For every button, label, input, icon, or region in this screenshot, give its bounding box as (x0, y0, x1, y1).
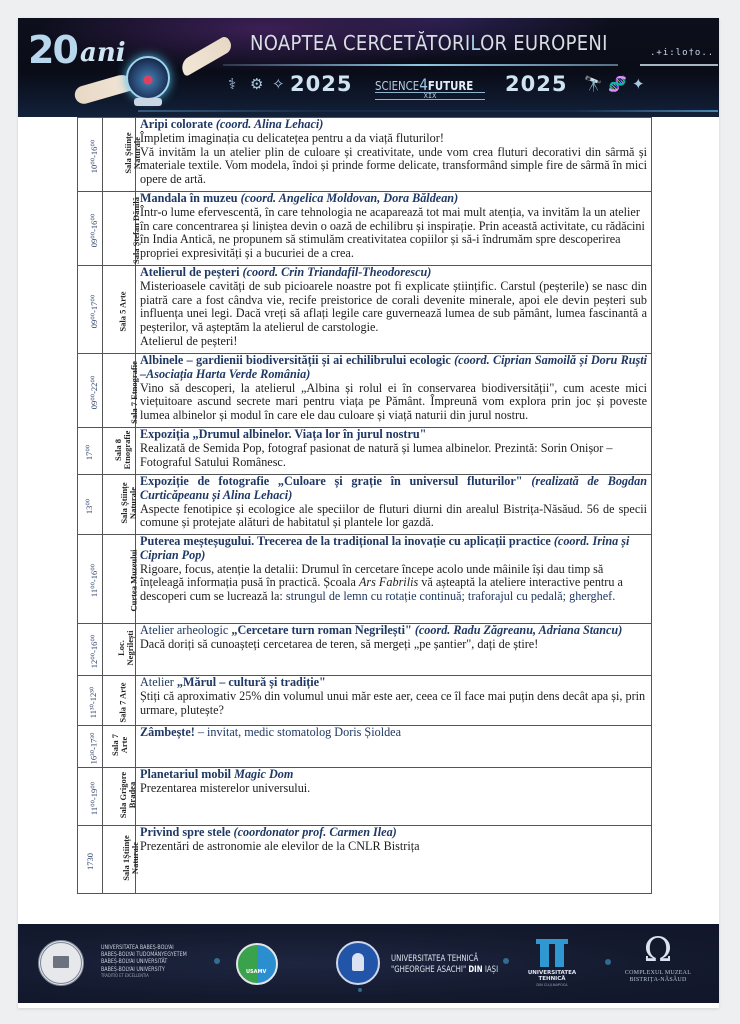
future-label: FUTURE (427, 79, 474, 93)
activity-description: Realizată de Semida Pop, fotograf pasionat de natură și lumea albinelor. Prezintă: Sorin Onișor – Fotograful Satului Românesc. (140, 440, 613, 469)
creature-icon: ✦ (632, 75, 645, 93)
event-title-part1: NOAPTEA CERCETĂTORI (250, 31, 471, 55)
time-cell (78, 768, 103, 826)
robot-icon: ✧ (272, 75, 285, 93)
activity-cell (136, 624, 652, 676)
activity-description: Misterioasele cavități de sub picioarele noastre pot fi explicate științific. Carstul (peșterile) se nasc din piatră care a fost cândva vie, recife preistorice de corali devenite minerale, apoi ele devin peșteri sub influența unei legi. Dacă vreți să aflați legile care guvernează lumea de sub pământ, lumea fascinantă a peșterilor, vă așteptăm la atelierul de carstologie. (140, 278, 647, 335)
year-right: 2025 (505, 72, 568, 96)
activity-coordinator: (coord. Radu Zăgreanu, Adriana Stancu) (414, 623, 623, 637)
activity-description: Aspecte fenotipice și ecologice ale speciilor de fluturi diurni din arealul Bistrița-Năsăud. 56 de specii comune și protejate alături de habitatul și plantele lor gazdă. (140, 501, 647, 530)
utcn-logo-bar (540, 944, 549, 967)
time-label: 10⁰⁰-16⁰⁰ (89, 139, 100, 173)
activity-description: Vino să descoperi, la atelierul „Albina și rolul ei în conservarea biodiversității", cum aceste mici viețuitoare ascund secrete mari pentru viața pe Pământ. Împreună vom explora prin joc și poveste lumea albinelor și modul în care ele dau culoare și viață naturii din jurul nostru. (140, 380, 647, 423)
header-banner (18, 18, 719, 117)
room-cell (103, 624, 136, 676)
banner-divider-line (223, 64, 618, 66)
activity-cell (136, 768, 652, 826)
dna-icon: 🧬 (608, 75, 627, 93)
activity-title: Planetariul mobil (140, 767, 235, 781)
ubb-name-line: BABEȘ-BOLYAI TUDOMÁNYEGYETEM (101, 951, 187, 959)
room-cell (103, 192, 142, 266)
activity-coordinator: (coord. Crin Triandafil-Theodorescu) (242, 265, 432, 279)
activity-cell (136, 428, 652, 475)
ubb-name-line: BABEȘ-BOLYAI UNIVERSITY (101, 965, 165, 973)
utcn-logo-icon (536, 939, 568, 967)
edition-number: XIX (375, 92, 485, 100)
activity-description: Prezentarea misterelor universului. (140, 780, 311, 795)
hand-right-icon (178, 35, 234, 77)
room-label: Curtea Muzeului (128, 549, 139, 612)
ubb-logo-icon (38, 940, 84, 986)
activity-cell (136, 726, 652, 768)
star-decoration (358, 988, 362, 992)
tuiasi-name-din: DIN (468, 964, 483, 975)
activity-label: Atelier (140, 675, 177, 689)
room-cell (103, 535, 139, 624)
time-cell (78, 475, 103, 535)
science-number: 4 (419, 75, 428, 94)
activity-title: Expoziția „Drumul albinelor. Viața lor în jurul nostru" (140, 427, 427, 441)
ubb-name-line: UNIVERSITATEA BABEȘ-BOLYAI (101, 944, 174, 951)
activity-coordinator: (coordonator prof. Carmen Ilea) (233, 825, 397, 839)
time-cell (78, 676, 103, 726)
star-decoration (605, 959, 611, 965)
activity-coordinator: (coord. Ciprian Samoilă și Doru Ruști –Asociația Harta Verde România) (140, 353, 647, 381)
activity-title: Puterea meșteșugului. Trecerea de la tradițional la inovație cu aplicații practice (140, 534, 551, 548)
table-row (78, 475, 652, 535)
activity-cell (136, 676, 652, 726)
table-row (78, 726, 652, 768)
time-label: 09⁰⁰-16⁰⁰ (89, 213, 100, 247)
anniversary-number: 20 (28, 28, 77, 72)
room-label: Sala 8 Etnografie (113, 430, 132, 469)
event-title-part2: OR EUROPENI (480, 31, 608, 55)
activity-coordinator: (coord. Alina Lehaci) (215, 117, 324, 131)
event-title-highlight: L (470, 31, 481, 55)
activity-title: Albinele – gardienii biodiversității și ai echilibrului ecologic (140, 353, 451, 367)
room-cell (103, 676, 136, 726)
activity-title: Privind spre stele (140, 825, 231, 839)
science-label: SCIENCE (375, 79, 420, 93)
activity-cell (136, 475, 652, 535)
room-label: Sala Științe Naturale (123, 132, 142, 174)
time-label: 09⁰⁰-17⁰⁰ (89, 294, 100, 328)
workshop-list: strungul de lemn cu rotație continuă; traforajul cu pedală; gherghef. (285, 589, 616, 604)
room-cell (103, 826, 140, 894)
activity-cell (136, 192, 652, 266)
plasma-ball-icon (126, 56, 170, 100)
banner-bottom-line (138, 110, 718, 112)
time-cell (78, 428, 103, 475)
star-decoration (503, 958, 509, 964)
activity-label: Atelier arheologic (140, 623, 232, 637)
time-label: 13⁰⁰ (84, 498, 95, 514)
table-row (78, 676, 652, 726)
anniversary-word: ani (80, 38, 126, 68)
tuiasi-name-city: IAȘI (482, 964, 499, 975)
time-label: 11⁰⁰-19⁰⁰ (89, 781, 100, 815)
activity-coordinator: (coord. Angelica Moldovan, Dora Băldean) (240, 191, 459, 205)
time-cell (78, 624, 103, 676)
school-name: Ars Fabrilis (358, 575, 419, 590)
time-cell (78, 535, 103, 624)
activity-title: Atelierul de peșteri (140, 265, 240, 279)
activity-title: „Mărul – cultură și tradiție" (176, 675, 326, 689)
activity-title: Expoziție de fotografie „Culoare și grație în universul fluturilor" (140, 474, 523, 488)
scientist-icon: ⚕ (228, 75, 237, 93)
table-row (78, 535, 652, 624)
activity-coordinator: (coord. Irina și Ciprian Pop) (140, 534, 630, 562)
museum-omega-icon: Ω (643, 930, 673, 970)
room-cell (103, 354, 139, 428)
table-row (78, 266, 652, 354)
schedule-table (77, 117, 652, 894)
time-label: 11⁰⁰-16⁰⁰ (89, 563, 100, 598)
room-cell (103, 475, 136, 535)
table-row (78, 354, 652, 428)
table-row (78, 768, 652, 826)
activity-description: Dacă doriți să cunoașteți cercetarea de teren, să mergeți „pe șantier", dați de știre! (140, 636, 539, 651)
time-label: 16³⁰-17³⁰ (88, 732, 99, 764)
activity-description: Într-o lume efervescentă, în care tehnologia ne acaparează tot mai mult atenția, va invităm la un atelier în care concentrarea și liniștea devin o oază de echilibru și inspirație. Prin această activitate, cu rădăcini în India Antică, ne propunem să stimulăm creativitatea copiilor și să-i îndrumăm spre descoperirea propriei expresivități și a bucuriei de a crea. (140, 204, 645, 261)
description-text: vă așteaptă la ateliere interactive pentru a descoperi cum se lucrează la: (140, 575, 623, 604)
utcn-name-line2: TEHNICĂ (538, 976, 566, 982)
time-cell (78, 826, 103, 894)
time-cell (78, 192, 103, 266)
program-page (18, 18, 719, 1008)
activity-title-italic: Magic Dom (234, 767, 294, 781)
utcn-name-line1: UNIVERSITATEA (527, 970, 577, 976)
usamv-logo-icon (236, 943, 278, 985)
room-cell (103, 428, 136, 475)
table-row (78, 118, 652, 192)
time-label: 12⁰⁰-16⁰⁰ (89, 634, 100, 668)
ubb-name-line: BABEȘ-BOLYAI UNIVERSITÄT (101, 958, 168, 966)
room-label: Sala 7 Arte (110, 734, 129, 756)
activity-description: Știți că aproximativ 25% din volumul unui măr este aer, ceea ce îl face mai puțin dens decât apa și, prin urmare, plutește? (140, 688, 646, 717)
activity-cell (136, 118, 652, 192)
partners-footer (18, 924, 719, 1003)
time-label: 17⁰⁰ (84, 444, 95, 461)
museum-name-line1: COMPLEXUL MUZEAL (624, 970, 692, 976)
activity-description: Prezentări de astronomie ale elevilor de la CNLR Bistrița (140, 838, 420, 853)
time-cell (78, 726, 103, 768)
activity-description: Vă invităm la un atelier plin de culoare și creativitate, unde vom crea fluturi decorativi din sârmă și materiale textile. Vom modela, îndoi și prinde forme delicate, transformând simple fire de sârmă în mici opere de artă. (140, 144, 647, 187)
room-cell (103, 266, 136, 354)
description-text: Rigoare, focus, atenție la detalii: Drumul în cercetare începe acolo unde mâinile își dau timp să înțeleagă informația pusă în practică. Școala (140, 561, 604, 590)
decoration-dots: .+i:lo†o.. (650, 48, 715, 58)
museum-name (616, 970, 700, 984)
museum-name-line2: BISTRIȚA-NĂSĂUD (629, 977, 687, 983)
year-left: 2025 (290, 72, 353, 96)
time-cell (78, 266, 103, 354)
table-row (78, 826, 652, 894)
tuiasi-name-line2: "GHEORGHE ASACHI" (391, 964, 469, 975)
activity-description (140, 563, 647, 604)
event-title (250, 31, 608, 55)
table-row (78, 428, 652, 475)
activity-description: Atelierul de peșteri! (140, 333, 238, 348)
room-cell (103, 768, 136, 826)
room-label: Sala Științe Naturale (119, 482, 138, 524)
activity-description: Împletim imaginația cu delicatețea pentru a da viață fluturilor! (140, 130, 444, 145)
activity-title: „Cercetare turn roman Negrilești" (231, 623, 412, 637)
time-cell (78, 118, 103, 192)
room-label: Sala 5 Arte (117, 290, 128, 332)
activity-cell (136, 266, 652, 354)
room-label: Sala 7 Arte (117, 681, 128, 723)
time-cell (78, 354, 103, 428)
utcn-name-line3: DIN CLUJ-NAPOCA (536, 983, 568, 987)
activity-title: Mandala în muzeu (140, 191, 238, 205)
room-cell (103, 118, 142, 192)
telescope-icon: 🔭 (584, 75, 603, 93)
activity-cell (136, 354, 652, 428)
room-label: Sala Ștefan Dănilă (131, 196, 142, 264)
utcn-logo-bar (555, 944, 564, 967)
ubb-motto: TRADITIO ET EXCELLENTIA (101, 973, 149, 979)
time-label: 1730 (84, 852, 95, 870)
activity-coordinator: (realizată de Bogdan Curticăpeanu și Alina Lehaci) (140, 474, 647, 502)
banner-divider-line-right (640, 64, 718, 66)
room-cell (103, 726, 136, 768)
utcn-name (520, 970, 584, 988)
star-decoration (214, 958, 220, 964)
table-row (78, 192, 652, 266)
room-label: Sala 7 Etnografie (128, 360, 139, 424)
room-label: Loc. Negrilești (116, 630, 135, 666)
plasma-ball-base-icon (134, 98, 162, 106)
tuiasi-name-line1: UNIVERSITATEA TEHNICĂ (391, 954, 479, 964)
activity-cell (136, 535, 652, 624)
tuiasi-name (391, 954, 498, 975)
ubb-name (101, 944, 187, 980)
room-label: Sala 1Științe Naturale (121, 835, 140, 881)
tuiasi-logo-icon (336, 941, 380, 985)
activity-cell (136, 826, 652, 894)
time-label: 09⁰⁰-22⁰⁰ (89, 375, 100, 409)
gear-figure-icon: ⚙ (250, 75, 264, 93)
room-label: Sala Grigore Bradea (118, 771, 137, 819)
activity-title: Aripi colorate (140, 117, 213, 131)
activity-title: Zâmbește! (140, 725, 195, 739)
table-row (78, 624, 652, 676)
activity-guest: – invitat, medic stomatolog Doris Șioldea (194, 725, 401, 739)
time-label: 11³⁰-12³⁰ (88, 686, 99, 718)
